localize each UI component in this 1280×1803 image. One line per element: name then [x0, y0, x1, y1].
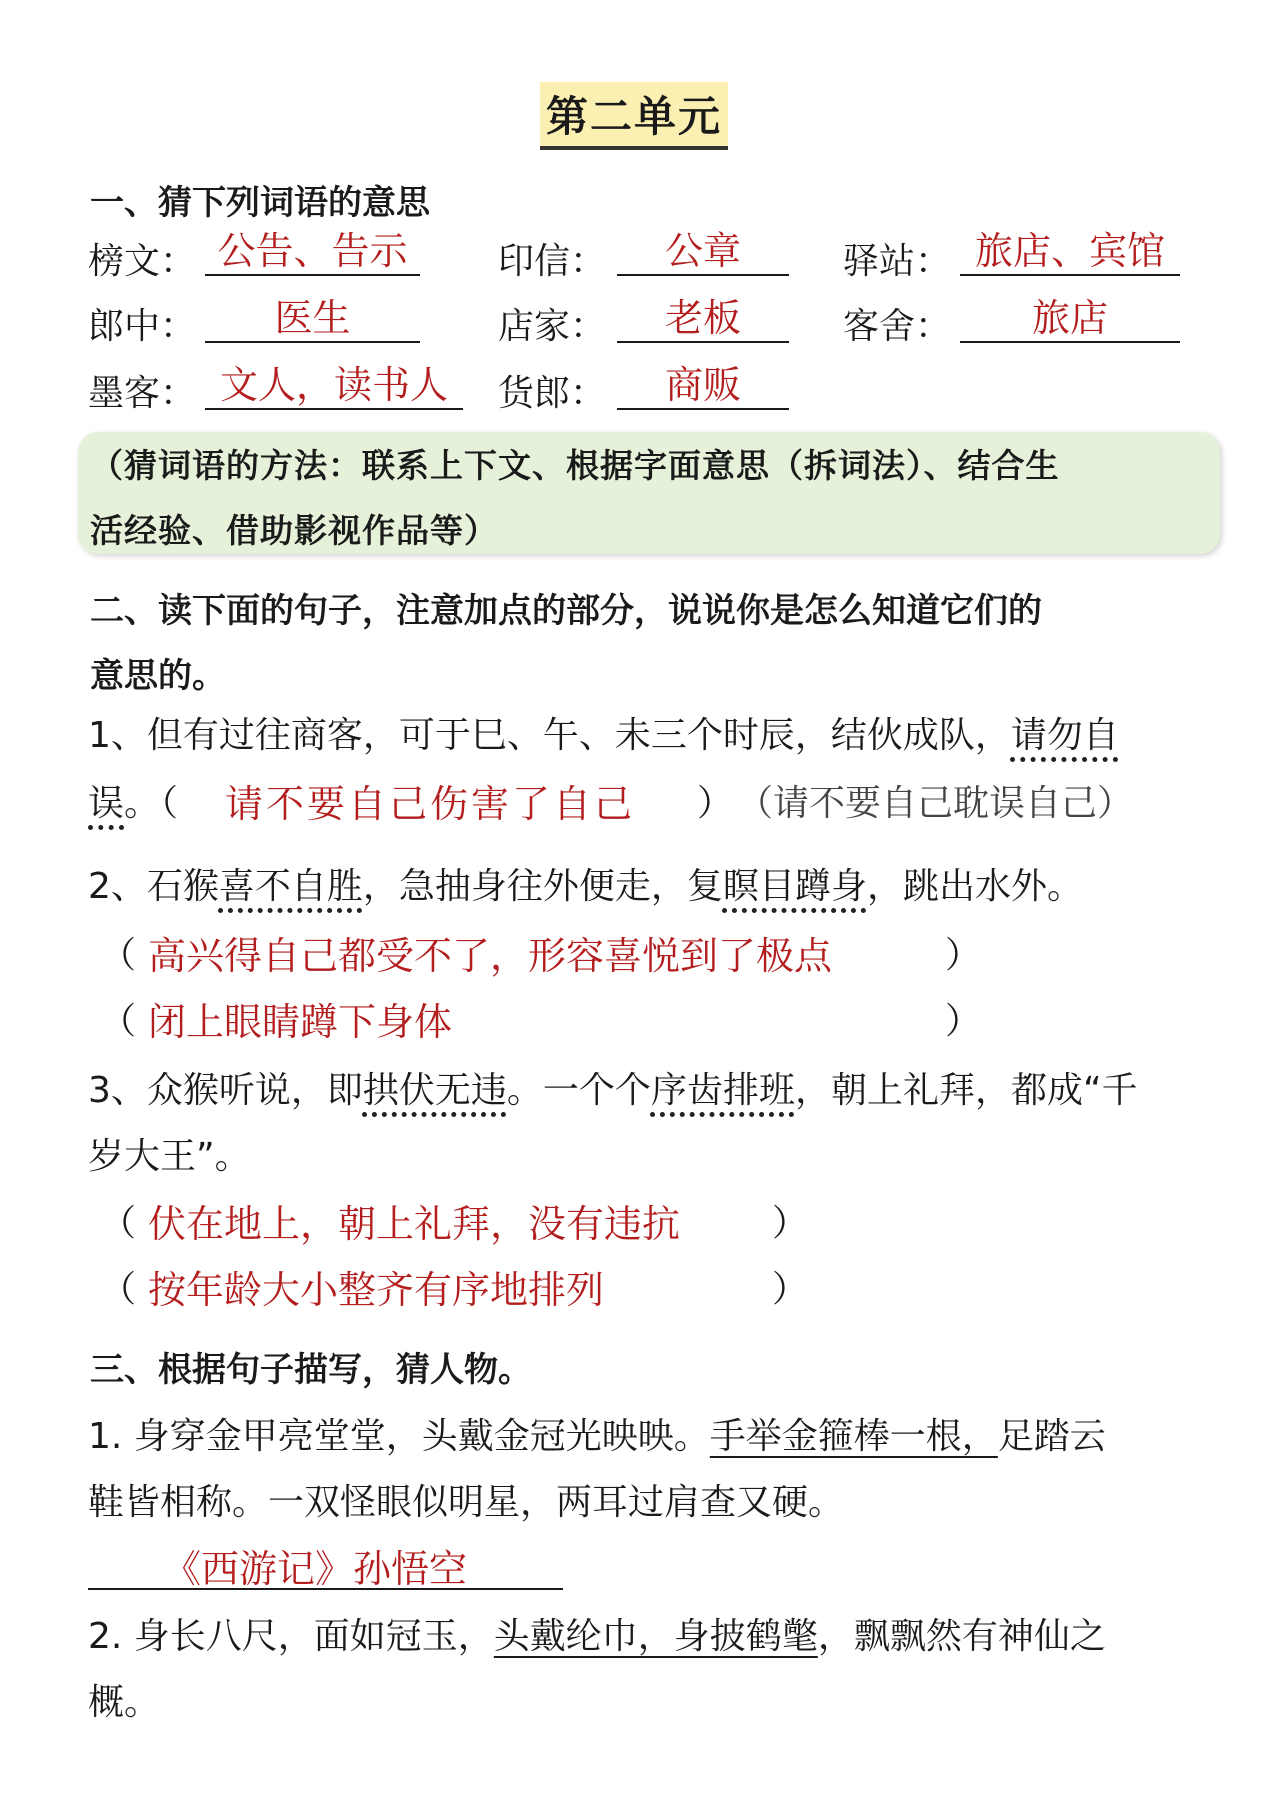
answer-yizhan: 旅店、宾馆 [960, 228, 1180, 276]
section-2-heading-line-2: 意思的。 [90, 656, 226, 696]
q2-line [88, 858, 1083, 909]
section-1-heading: 一、猜下列词语的意思 [90, 183, 430, 223]
q3-dotted-2: 序齿排班 [650, 1070, 795, 1111]
q2-dotted-2: 瞑目蹲身 [722, 866, 867, 907]
answer-yinxin: 公章 [617, 228, 789, 276]
q3-text-2: 。一个个 [506, 1070, 651, 1111]
s3-q1-answer: 《西游记》孙悟空 [163, 1547, 468, 1591]
section-2-heading-line-1: 二、读下面的句子，注意加点的部分，说说你是怎么知道它们的 [90, 591, 1042, 631]
s3-q1-answer-blank [88, 1540, 563, 1590]
term-keshe: 客舍： [843, 306, 952, 347]
s3-q1-line-2: 鞋皆相称。一双怪眼似明星，两耳过肩查又硬。 [88, 1482, 845, 1523]
method-line-2: 活经验、借助影视作品等） [90, 511, 498, 550]
answer-dianjia: 老板 [617, 295, 789, 343]
q3-text-3: ，朝上礼拜，都成“千 [794, 1070, 1138, 1111]
q1-answer: 请不要自己伤害了自己 [225, 782, 636, 826]
answer-huolang: 商贩 [617, 362, 789, 410]
answer-keshe: 旅店 [960, 295, 1180, 343]
s3-q1-text-2: 足踏云 [997, 1416, 1106, 1457]
q1-open-paren: 。（ [124, 783, 179, 824]
term-langzhong: 郎中： [88, 306, 197, 347]
term-moke: 墨客： [88, 373, 197, 414]
s3-q1-text-1: 1. 身穿金甲亮堂堂，头戴金冠光映映。 [88, 1416, 710, 1457]
q2-open-paren-2: （ [100, 1001, 137, 1042]
q3-open-paren-2: （ [100, 1269, 137, 1310]
q1-extra-answer: （请不要自己耽误自己） [737, 783, 1134, 824]
q3-line-1 [88, 1062, 1138, 1113]
q2-open-paren-1: （ [100, 935, 137, 976]
q3-dotted-1: 拱伏无违 [362, 1070, 507, 1111]
q1-dotted-text-2: 误 [88, 783, 125, 824]
term-yizhan: 驿站： [843, 241, 952, 282]
q1-line-1 [88, 707, 1119, 758]
answer-moke: 文人，读书人 [205, 362, 463, 410]
page-title: 第二单元 [540, 82, 728, 150]
q3-text-1: 3、众猴听说，即 [88, 1070, 363, 1111]
s3-q1-underlined: 手举金箍棒一根， [709, 1416, 998, 1457]
q3-close-paren-1: ） [772, 1203, 809, 1244]
term-huolang: 货郎： [498, 373, 607, 414]
q1-text: 1、但有过往商客，可于巳、午、未三个时辰，结伙成队， [88, 715, 1011, 756]
q1-dotted-text: 请勿自 [1010, 715, 1119, 756]
method-line-1: （猜词语的方法：联系上下文、根据字面意思（拆词法）、结合生 [90, 446, 1060, 485]
q1-close-paren: ） [697, 783, 734, 824]
s3-q2-line-2: 概。 [88, 1682, 161, 1723]
s3-q2-text-2: ，飘飘然有神仙之 [817, 1616, 1106, 1657]
q2-text-1: 2、石猴 [88, 866, 219, 907]
q2-answer-2: 闭上眼睛蹲下身体 [148, 1000, 453, 1044]
answer-langzhong: 医生 [205, 295, 420, 343]
q2-close-paren-1: ） [945, 935, 982, 976]
s3-q2-text-1: 2. 身长八尺，面如冠玉， [88, 1616, 494, 1657]
answer-bangwen: 公告、告示 [205, 228, 420, 276]
s3-q2-underlined: 头戴纶巾，身披鹤氅 [493, 1616, 818, 1657]
q3-open-paren-1: （ [100, 1203, 137, 1244]
term-bangwen: 榜文： [88, 241, 197, 282]
q2-dotted-1: 喜不自胜 [218, 866, 363, 907]
q3-answer-1: 伏在地上，朝上礼拜，没有违抗 [148, 1202, 681, 1246]
q2-text-2: ，急抽身往外便走，复 [362, 866, 723, 907]
s3-q2-line-1 [88, 1608, 1106, 1659]
section-3-heading: 三、根据句子描写，猜人物。 [90, 1350, 532, 1390]
term-dianjia: 店家： [498, 306, 607, 347]
q3-close-paren-2: ） [772, 1269, 809, 1310]
term-yinxin: 印信： [498, 241, 607, 282]
q2-close-paren-2: ） [945, 1001, 982, 1042]
q2-answer-1: 高兴得自己都受不了，形容喜悦到了极点 [148, 934, 833, 978]
q2-text-3: ，跳出水外。 [866, 866, 1083, 907]
s3-q1-line-1 [88, 1408, 1106, 1459]
q3-line-2: 岁大王”。 [88, 1136, 251, 1177]
q3-answer-2: 按年龄大小整齐有序地排列 [148, 1268, 605, 1312]
q1-line-2 [88, 775, 178, 826]
